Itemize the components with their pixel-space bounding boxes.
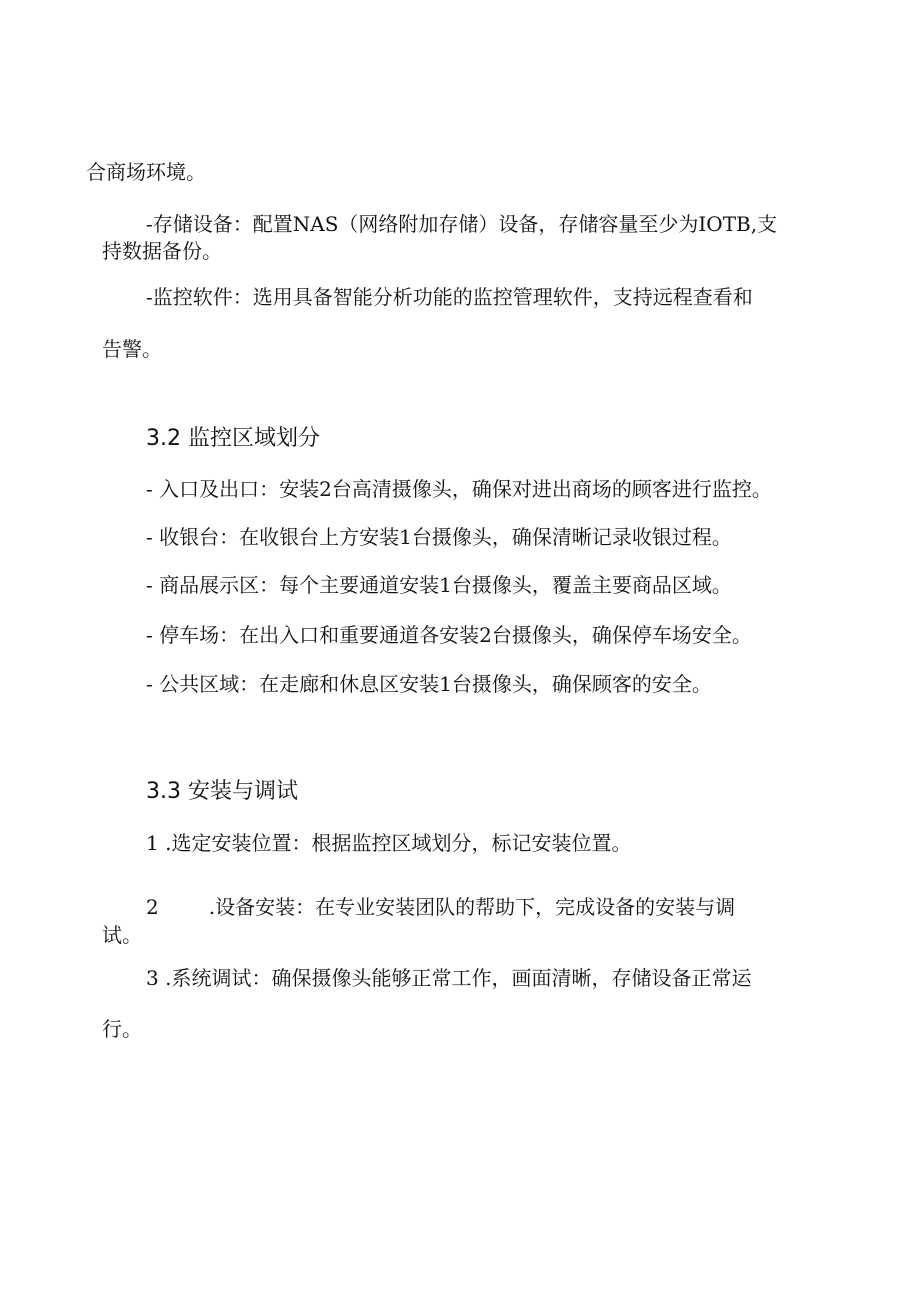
- list-item: - 收银台：在收银台上方安装1台摄像头，确保清晰记录收银过程。: [146, 525, 732, 549]
- list-item: - 公共区域：在走廊和休息区安装1台摄像头，确保顾客的安全。: [146, 672, 712, 696]
- step-3-line-2: 行。: [102, 1017, 142, 1041]
- list-item: - 商品展示区：每个主要通道安装1台摄像头，覆盖主要商品区域。: [146, 573, 732, 597]
- section-heading-3-2: 3.2 监控区域划分: [146, 426, 320, 451]
- step-2-line-1: [146, 895, 735, 919]
- step-2-number: 2: [146, 895, 159, 919]
- list-item: - 入口及出口：安装2台高清摄像头，确保对进出商场的顾客进行监控。: [146, 477, 772, 501]
- software-paragraph-line-2: 告警。: [102, 337, 162, 361]
- step-3-line-1: 3 .系统调试：确保摄像头能够正常工作，画面清晰，存储设备正常运: [146, 966, 752, 990]
- storage-paragraph-line-2: 持数据备份。: [102, 239, 222, 263]
- step-2-line-2: 试。: [102, 923, 142, 947]
- section-heading-3-3: 3.3 安装与调试: [146, 779, 298, 804]
- step-1: 1 .选定安装位置：根据监控区域划分，标记安装位置。: [146, 831, 632, 855]
- list-item: - 停车场：在出入口和重要通道各安装2台摄像头，确保停车场安全。: [146, 623, 752, 647]
- storage-paragraph-line-1: -存储设备：配置NAS（网络附加存储）设备，存储容量至少为IOTB,支: [146, 212, 778, 236]
- paragraph-continuation: 合商场环境。: [86, 160, 206, 184]
- software-paragraph-line-1: -监控软件：选用具备智能分析功能的监控管理软件，支持远程查看和: [146, 285, 753, 309]
- step-2-text: .设备安装：在专业安装团队的帮助下，完成设备的安装与调: [208, 895, 736, 919]
